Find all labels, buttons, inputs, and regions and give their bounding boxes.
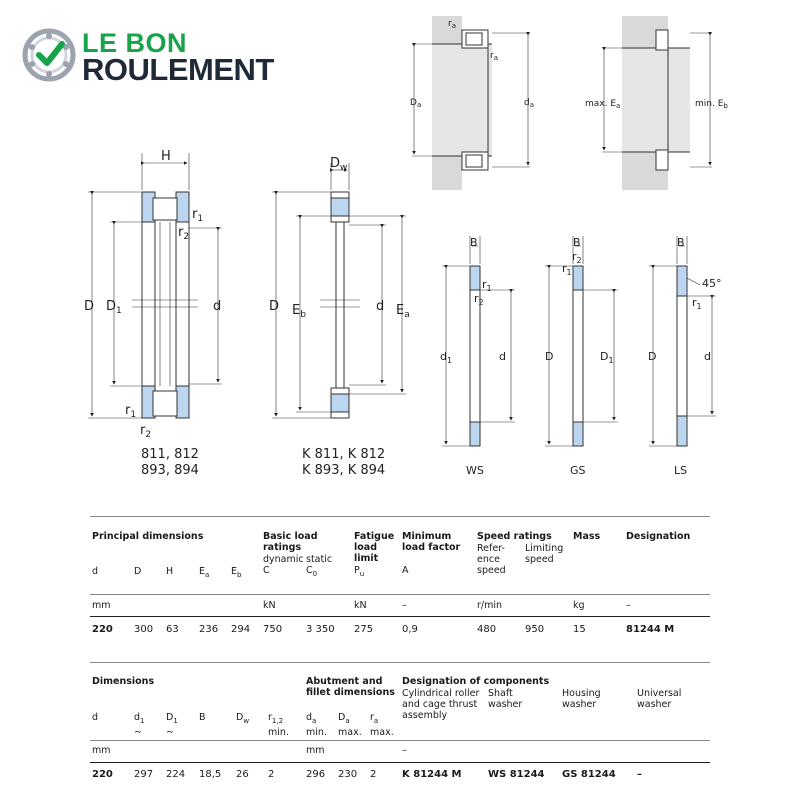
abut1-Da: D [410, 98, 417, 108]
b2-caption-2: K 893, K 894 [302, 463, 386, 478]
svg-text:r1: $r_1$ [692, 296, 702, 311]
b1-caption-2: 893, 894 [141, 463, 199, 478]
ws-washer-drawing [440, 236, 515, 477]
gs-D: D [545, 350, 554, 363]
b2-d: d [376, 299, 385, 314]
b1-d: d [213, 299, 222, 314]
ws-caption: WS [466, 464, 484, 477]
ls-angle: 45° [702, 277, 722, 290]
bearing-drawing-811 [84, 149, 222, 478]
b2-caption-1: K 811, K 812 [302, 447, 386, 462]
h-principal: Principal dimensions [92, 531, 204, 542]
svg-text:r1: $r_1$ [562, 262, 572, 277]
svg-text:r2: $r_2$ [178, 225, 190, 242]
b2-D: D [269, 299, 280, 314]
abut2-minEb: min. E [695, 99, 724, 109]
ls-B: B [677, 236, 685, 249]
ws-d: d [499, 350, 506, 363]
svg-text:r1: $r_1$ [125, 403, 137, 420]
b1-H: H [161, 149, 171, 164]
svg-text:da: $d_a$ [524, 98, 535, 109]
ls-caption: LS [674, 464, 688, 477]
ws-B: B [470, 236, 478, 249]
svg-text:min. Eb: min. $E_b$ [695, 99, 728, 110]
svg-text:r1: $r_1$ [482, 278, 492, 293]
svg-text:D1: $D_1$ [600, 350, 614, 365]
logo-line2: ROULEMENT [82, 52, 274, 87]
ls-d: d [704, 350, 711, 363]
b1-caption-1: 811, 812 [141, 447, 199, 462]
svg-text:r2: $r_2$ [572, 250, 582, 265]
svg-text:r2: $r_2$ [474, 292, 484, 307]
abut1-ra-top: r [448, 19, 452, 29]
abut2-maxEa: max. E [585, 99, 617, 109]
svg-text:Ea: $E_a$ [396, 303, 410, 320]
svg-text:r1: $r_1$ [192, 207, 204, 224]
gs-caption: GS [570, 464, 586, 477]
logo-line1: LE BON [82, 28, 188, 58]
svg-text:Dw: $D_w$ [330, 156, 348, 173]
svg-text:d1: $d_1$ [440, 350, 453, 365]
svg-text:max. Ea: max. $E_a$ [585, 99, 621, 110]
abut1-ra-side: r [490, 51, 494, 61]
b1-D: D [84, 299, 95, 314]
svg-text:Eb: $E_b$ [292, 303, 306, 320]
ls-D: D [648, 350, 657, 363]
gs-washer-drawing [545, 236, 618, 477]
svg-text:ra: $r_a$ [448, 19, 456, 30]
abutment-drawing-1 [410, 16, 534, 190]
ls-washer-drawing [648, 236, 722, 477]
svg-text:ra: $r_a$ [490, 51, 498, 62]
svg-text:r2: $r_2$ [140, 423, 152, 440]
abutment-drawing-2 [585, 16, 728, 190]
bearing-drawing-k811 [269, 156, 410, 478]
gs-B: B [573, 236, 581, 249]
abut1-da: d [524, 98, 530, 108]
svg-text:D1: $D_1$ [106, 299, 122, 316]
svg-text:Da: $D_a$ [410, 98, 422, 109]
